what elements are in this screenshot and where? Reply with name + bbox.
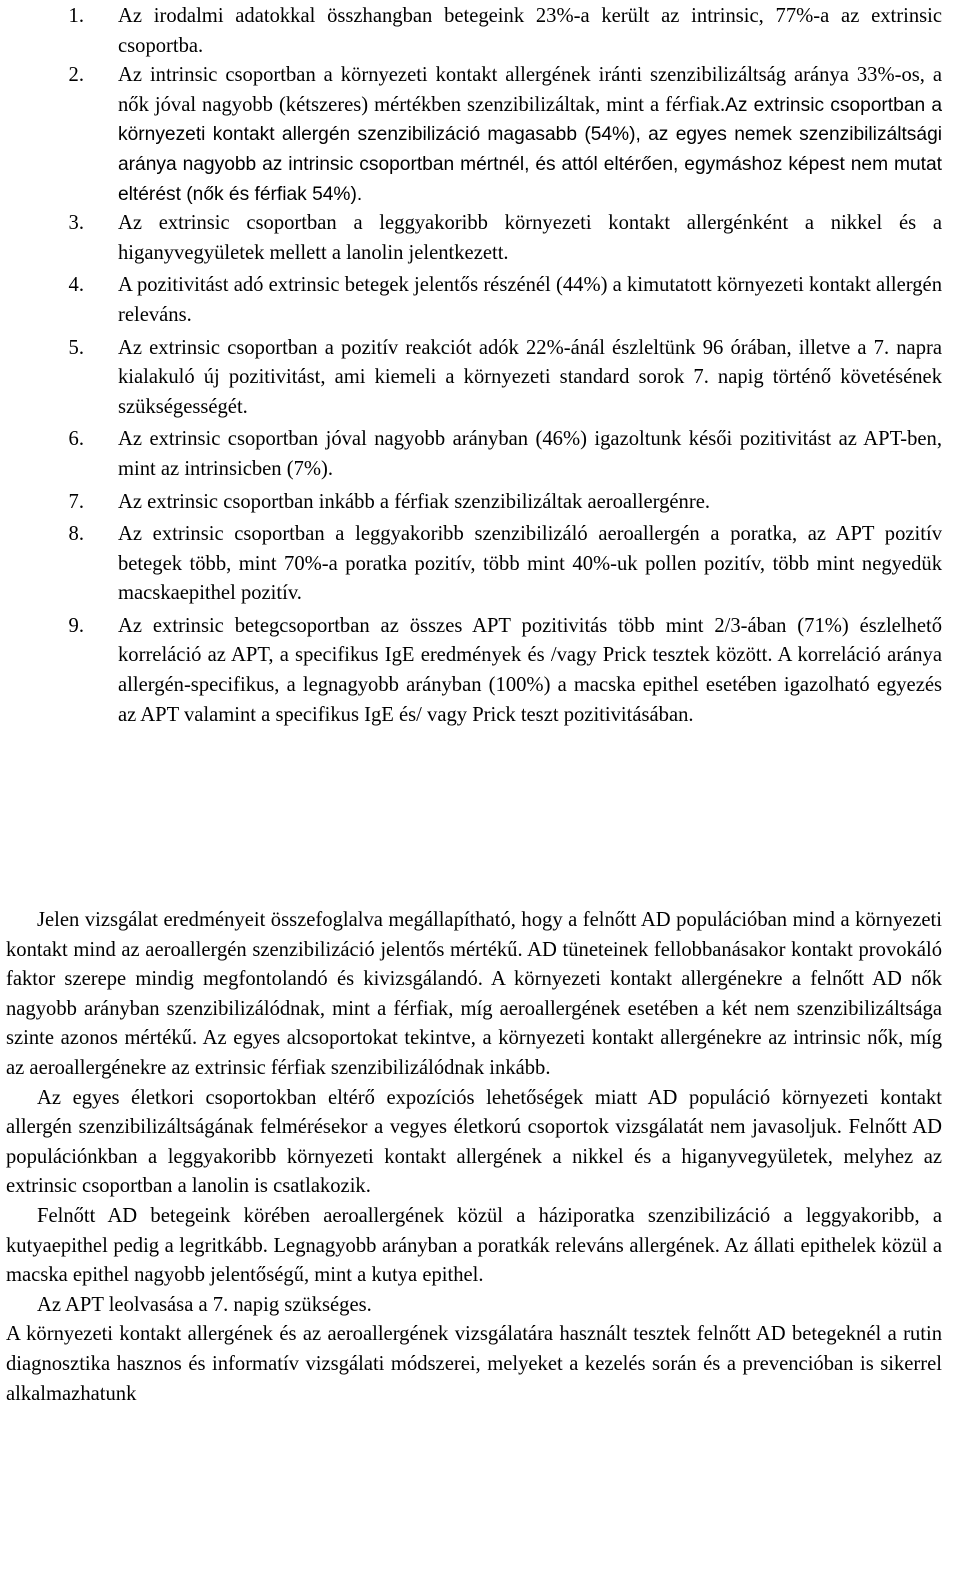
- list-item-text: Az intrinsic csoportban a környezeti kontakt allergének iránti szenzibilizáltság aránya 33%-os, a nők jóval nagyobb (kétszeres) mértékben szenzibilizáltak, mint a férfiak.: [118, 64, 942, 116]
- list-number: 8.: [68, 523, 84, 546]
- list-number: 7.: [68, 490, 84, 513]
- list-item-text: Az extrinsic csoportban inkább a férfiak szenzibilizáltak aeroallergénre.: [118, 490, 710, 513]
- list-number: 3.: [68, 212, 84, 235]
- list-item: [0, 425, 960, 484]
- list-number: 1.: [68, 5, 84, 27]
- list-item-text: Az irodalmi adatokkal összhangban betegeink 23%-a került az intrinsic, 77%-a az extrinsic csoportba.: [118, 5, 942, 57]
- list-number: 9.: [68, 614, 84, 637]
- paragraph: A környezeti kontakt allergének és az aeroallergének vizsgálatára használt tesztek felnőtt AD betegeknél a rutin diagnosztika hasznos és informatív vizsgálati módszerei, melyeket a kezelés során és a prevencióban is sikerrel alkalmazhatunk: [6, 1323, 942, 1405]
- paragraph: Az egyes életkori csoportokban eltérő expozíciós lehetőségek miatt AD populáció környezeti kontakt allergén szenzibilizáltságának felmérésekor a vegyes életkorú csoportok vizsgálatát nem javasoljuk. Felnőtt AD populációnkban a leggyakoribb környezeti kontakt allergének a nikkel és a higanyvegyületek, melyhez az extrinsic csoportban a lanolin is csatlakozik.: [6, 1086, 942, 1198]
- list-item-text: Az extrinsic csoportban jóval nagyobb arányban (46%) igazoltunk késői pozitivitást az APT-ben, mint az intrinsicben (7%).: [118, 428, 942, 480]
- list-number: 6.: [68, 428, 84, 451]
- list-item: [0, 271, 960, 330]
- summary-text: [6, 906, 942, 1409]
- list-item-text: Az extrinsic betegcsoportban az összes APT pozitivitás több mint 2/3-ában (71%) észlelhető korreláció az APT, a specifikus IgE eredmények és /vagy Prick tesztek között. A korreláció aránya allergén-specifikus, a legnagyobb arányban (100%) a macska epithel esetében igazolható egyezés az APT valamint a specifikus IgE és/ vagy Prick teszt pozitivitásában.: [118, 614, 942, 726]
- list-item-text: A pozitivitást adó extrinsic betegek jelentős részénél (44%) a kimutatott környezeti kontakt allergén releváns.: [118, 274, 942, 326]
- list-item-text-continued: Az extrinsic csoportban a környezeti kontakt allergén szenzibilizáció magasabb (54%), az egyes nemek szenzibilizáltsági aránya nagyobb az intrinsic csoportban mértnél, és attól eltérően, egymáshoz képest nem mutat eltérést (nők és férfiak 54%).: [118, 94, 942, 205]
- list-item-text: Az extrinsic csoportban a leggyakoribb szenzibilizáló aeroallergén a poratka, az APT pozitív betegek több, mint 70%-a poratka pozitív, több mint 40%-uk pollen pozitív, több mint negyedük macskaepithel pozitív.: [118, 523, 942, 605]
- paragraph: Az APT leolvasása a 7. napig szükséges.: [37, 1293, 372, 1316]
- paragraph: Jelen vizsgálat eredményeit összefoglalva megállapítható, hogy a felnőtt AD populációban mind a környezeti kontakt mind az aeroallergén szenzibilizáció jelentős mértékű. AD tüneteinek fellobbanásakor kontakt provokáló faktor szerepe mindig megfontolandó és kivizsgálandó. A környezeti kontakt allergénekre a felnőtt AD nők nagyobb arányban szenzibilizálódnak, mint a férfiak, míg aeroallergének esetében a két nem szenzibilizáltsága szinte azonos mértékű. Az egyes alcsoportokat tekintve, a környezeti kontakt allergénekre az intrinsic nők, míg az aeroallergénekre az extrinsic férfiak szenzibilizálódnak inkább.: [6, 909, 942, 1079]
- list-number: 2.: [68, 64, 84, 87]
- paragraph: Felnőtt AD betegeink körében aeroallergének közül a háziporatka szenzibilizáció a leggyakoribb, a kutyaepithel pedig a legritkább. Legnagyobb arányban a poratkák releváns allergének. Az állati epithelek közül a macska epithel nagyobb jelentőségű, mint a kutya epithel.: [6, 1204, 942, 1287]
- list-item: [0, 2, 960, 61]
- list-item: [0, 334, 960, 423]
- list-item: [0, 520, 960, 609]
- list-number: 4.: [68, 274, 84, 297]
- list-item-text: Az extrinsic csoportban a leggyakoribb környezeti kontakt allergénként a nikkel és a higanyvegyületek mellett a lanolin jelentkezett.: [118, 212, 942, 264]
- list-item: [0, 612, 960, 730]
- findings-list: [0, 2, 960, 730]
- list-item-text: Az extrinsic csoportban a pozitív reakciót adók 22%-ánál észleltünk 96 órában, illetve a 7. napra kialakuló új pozitivitást, ami kiemeli a környezeti standard sorok 7. napig történő követésének szükségességét.: [118, 336, 942, 418]
- list-item: [0, 488, 960, 518]
- list-item: [0, 61, 960, 209]
- list-number: 5.: [68, 336, 84, 359]
- list-item: [0, 209, 960, 268]
